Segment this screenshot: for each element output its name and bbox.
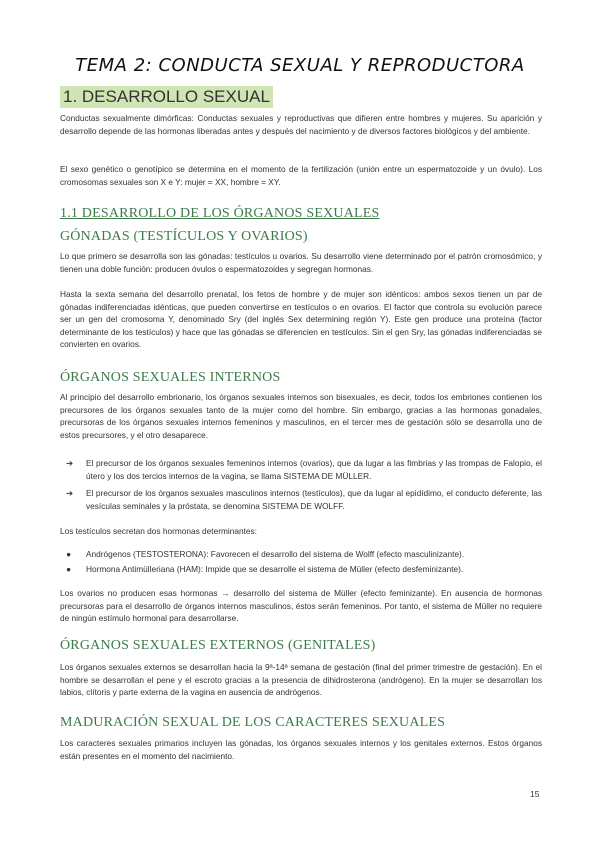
bullet-dot-icon: ●: [66, 549, 72, 559]
paragraph-testiculos: Los testículos secretan dos hormonas determinantes:: [60, 526, 257, 536]
paragraph-maduracion: Los caracteres sexuales primarios incluyen las gónadas, los órganos sexuales internos y los genitales externos. Estos órganos están presentes en el momento del nacimiento.: [60, 738, 542, 761]
paragraph-organos-internos: Al principio del desarrollo embrionario, los órganos sexuales internos son bisexuales, es decir, todos los embriones contienen los precursores de los órganos sexuales tanto de la mujer como del hombre. Sin embargo, gracias a las hormonas gonadales, precursoras de los órganos sexuales internos femeninos y masculinos, en el tercer mes de gestación sólo se desarrolla uno de estos precursores, y el otro desaparece.: [60, 392, 542, 440]
paragraph-sexo-genetico: El sexo genético o genotípico se determina en el momento de la fertilización (unión entre un espermatozoide y un óvulo). Los cromosomas sexuales son X e Y: mujer = XX, hombre = XY.: [60, 164, 542, 187]
heading-maduracion: MADURACIÓN SEXUAL DE LOS CARACTERES SEXUALES: [60, 715, 446, 730]
arrow-bullet-icon: ➔: [66, 458, 73, 468]
subsection-heading-organos-sexuales: 1.1 DESARROLLO DE LOS ÓRGANOS SEXUALES: [60, 206, 380, 221]
heading-gonadas: GÓNADAS (TESTÍCULOS Y OVARIOS): [60, 229, 308, 244]
paragraph-gonadas-2: Hasta la sexta semana del desarrollo prenatal, los fetos de hombre y de mujer son idénticos: ambos sexos tienen un par de gónadas indiferenciadas idénticas, que pueden convertirse en testículos o en ovarios. El factor que controla su evolución parece ser un gen del cromosoma Y, denominado Sry (del inglés Sex determining región Y). Este gen produce una proteína (factor determinante de los testículos) y hace que las gónadas se diferencien en testículos. Sin el gen Sry, las gónadas indiferenciadas se convierten en ovarios.: [60, 289, 542, 350]
paragraph-conductas-dimorficas: Conductas sexualmente dimórficas: Conductas sexuales y reproductivas que difieren entre hombres y mujeres. Su aparición y desarrollo depende de las hormonas liberadas antes y después del nacimiento y de diversos factores biológicos y del ambiente.: [60, 113, 542, 136]
heading-organos-externos: ÓRGANOS SEXUALES EXTERNOS (GENITALES): [60, 638, 376, 653]
document-page: TEMA 2: CONDUCTA SEXUAL Y REPRODUCTORA 1. DESARROLLO SEXUAL Conductas sexualmente dimórficas: Conductas sexuales y reproductivas que difieren entre hombres y mujeres. Su aparición y desarrollo depende de las hormonas liberadas antes y después del nacimiento y de diversos factores biológicos y del ambiente. El sexo genético o genotípico se determina en el momento de la fertilización (unión entre un espermatozoide y un óvulo). Los cromosomas sexuales son X e Y: mujer = XX, hombre = XY. 1.1 DESARROLLO DE LOS ÓRGANOS SEXUALES GÓNADAS (TESTÍCULOS Y OVARIOS) Lo que primero se desarrolla son las gónadas: testículos u ovarios. Su desarrollo viene determinado por el patrón cromosómico, y tienen una doble función: producen óvulos o espermatozoides y segregan hormonas. Hasta la sexta semana del desarrollo prenatal, los fetos de hombre y de mujer son idénticos: ambos sexos tienen un par de gónadas indiferenciadas idénticas, que pueden convertirse en testículos o en ovarios. El factor que controla su evolución parece ser un gen del cromosoma Y, denominado Sry (del inglés Sex determining región Y). Este gen produce una proteína (factor determinante de los testículos) y hace que las gónadas se diferencien en testículos. Sin el gen Sry, las gónadas indiferenciadas se convierten en ovarios. ÓRGANOS SEXUALES INTERNOS Al principio del desarrollo embrionario, los órganos sexuales internos son bisexuales, es decir, todos los embriones contienen los precursores de los órganos sexuales tanto de la mujer como del hombre. Sin embargo, gracias a las hormonas gonadales, precursoras de los órganos sexuales internos femeninos y masculinos, en el tercer mes de gestación sólo se desarrolla uno de estos precursores, y el otro desaparece. ➔ El precursor de los órganos sexuales femeninos internos (ovarios), que da lugar a las fimbrias y las trompas de Falopio, el útero y los dos tercios internos de la vagina, se llama SISTEMA DE MÜLLER. ➔ El precursor de los órganos sexuales masculinos internos (testículos), que da lugar al epidídimo, el conducto deferente, las vesículas seminales y la próstata, se denomina SISTEMA DE WOLFF. Los testículos secretan dos hormonas determinantes: ● Andrógenos (TESTOSTERONA): Favorecen el desarrollo del sistema de Wolff (efecto masculinizante). ● Hormona Antimülleriana (HAM): Impide que se desarrolle el sistema de Müller (efecto desfeminizante). Los ovarios no producen esas hormonas → desarrollo del sistema de Müller (efecto feminizante). En ausencia de hormonas precursoras para el desarrollo de órganos internos masculinos, éstos serán femeninos. Por tanto, el sistema de Müller no requiere de ningún estímulo hormonal para desarrollarse. ÓRGANOS SEXUALES EXTERNOS (GENITALES) Los órganos sexuales externos se desarrollan hacia la 9ª-14ª semana de gestación (final del primer trimestre de gestación). En el hombre se desarrollan el pene y el escroto gracias a la presencia de dihidrosterona (andrógeno). En la mujer se desarrollan los labios, clítoris y parte externa de la vagina en ausencia de andrógenos. MADURACIÓN SEXUAL DE LOS CARACTERES SEXUALES Los caracteres sexuales primarios incluyen las gónadas, los órganos sexuales internos y los genitales externos. Estos órganos están presentes en el momento del nacimiento. 15: [0, 0, 600, 848]
page-number: 15: [530, 789, 540, 799]
arrow-bullet-icon: ➔: [66, 488, 73, 498]
heading-organos-internos: ÓRGANOS SEXUALES INTERNOS: [60, 370, 281, 385]
page-title: TEMA 2: CONDUCTA SEXUAL Y REPRODUCTORA: [75, 55, 525, 76]
bullet-dot-icon: ●: [66, 564, 72, 574]
section-heading-desarrollo-sexual: 1. DESARROLLO SEXUAL: [60, 86, 273, 108]
paragraph-organos-externos: Los órganos sexuales externos se desarrollan hacia la 9ª-14ª semana de gestación (final del primer trimestre de gestación). En el hombre se desarrollan el pene y el escroto gracias a la presencia de dihidrosterona (andrógeno). En la mujer se desarrollan los labios, clítoris y parte externa de la vagina en ausencia de andrógenos.: [60, 662, 542, 698]
paragraph-gonadas-1: Lo que primero se desarrolla son las gónadas: testículos u ovarios. Su desarrollo viene determinado por el patrón cromosómico, y tienen una doble función: producen óvulos o espermatozoides y segregan hormonas.: [60, 251, 542, 274]
paragraph-ovarios: Los ovarios no producen esas hormonas → desarrollo del sistema de Müller (efecto feminizante). En ausencia de hormonas precursoras para el desarrollo de órganos internos masculinos, éstos serán femeninos. Por tanto, el sistema de Müller no requiere de ningún estímulo hormonal para desarrollarse.: [60, 588, 542, 624]
